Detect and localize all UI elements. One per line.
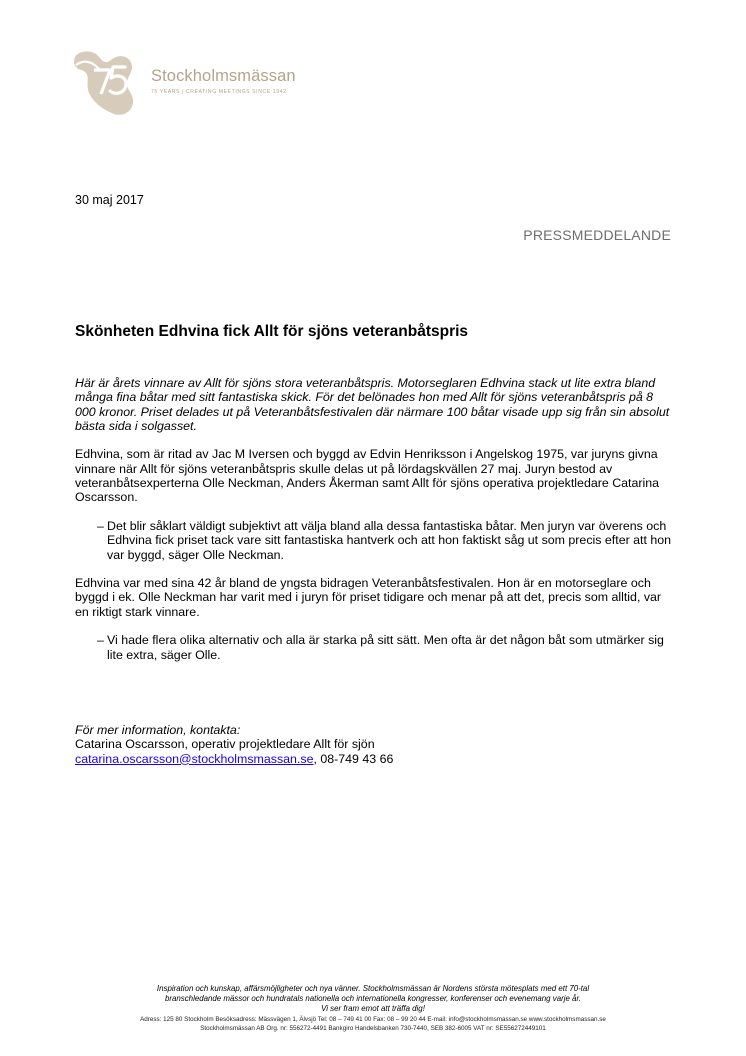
- press-release-title: Skönheten Edhvina fick Allt för sjöns veteranbåtspris: [75, 323, 469, 340]
- footer-text: branschledande mässor och hundratals nationella och internationella kongresser, konferenser och evenemang varje år.: [165, 994, 581, 1004]
- quote-paragraph: [75, 519, 675, 562]
- release-date: 30 maj 2017: [75, 193, 144, 207]
- contact-person: Catarina Oscarsson, operativ projektledare Allt för sjön: [75, 737, 375, 752]
- quote-text: Vi hade flera olika alternativ och alla är starka på sitt sätt. Men ofta är det någon båt som utmärker sig lite extra, säger Olle.: [107, 633, 664, 662]
- quote-paragraph: [75, 633, 675, 662]
- contact-label: För mer information, kontakta:: [75, 723, 241, 737]
- footer-text: Vi ser fram emot att träffa dig!: [321, 1004, 425, 1014]
- contact-details: [75, 752, 675, 766]
- page-footer: [0, 984, 746, 1033]
- quote-dash: –: [97, 633, 104, 648]
- quote-dash: –: [97, 518, 104, 533]
- contact-block: [75, 723, 675, 766]
- logo-tagline: 75 YEARS | CREATING MEETINGS SINCE 1942: [151, 89, 287, 95]
- body-paragraph: Edhvina, som är ritad av Jac M Iversen och byggd av Edvin Henriksson i Angelskog 1975, var juryns givna vinnare när Allt för sjöns veteranbåtspris skulle delas ut på lördagskvällen 27 maj. Juryn bestod av veteranbåtsexperterna Olle Neckman, Anders Åkerman samt Allt för sjöns operativa projektledare Catarina Oscarsson.: [75, 447, 660, 505]
- logo-emblem-icon: [70, 48, 148, 116]
- footer-address: Adress: 125 80 Stockholm Besöksadress: Mässvägen 1, Älvsjö Tel: 08 – 749 41 00 Fax: 08 – 99 20 44 E-mail: info@stockholmsmassan.se www.stockholmsmassan.se: [140, 1015, 606, 1023]
- contact-phone: , 08-749 43 66: [313, 751, 394, 766]
- logo-wordmark: Stockholmsmässan: [151, 67, 296, 85]
- company-logo: [70, 48, 360, 118]
- ingress-paragraph: Här är årets vinnare av Allt för sjöns stora veteranbåtspris. Motorseglaren Edhvina stack ut lite extra bland många fina båtar med sitt fantastiska skick. För det belönades hon med Allt för sjöns veteranbåtspris på 8 000 kronor. Priset delades ut på Veteranbåtsfestivalen där närmare 100 båtar visade upp sig från sin absolut bästa sida i solgasset.: [75, 376, 670, 433]
- press-release-body: [75, 376, 675, 676]
- quote-text: Det blir såklart väldigt subjektivt att välja bland alla dessa fantastiska båtar. Men juryn var överens och Edhvina fick priset tack vare sitt fantastiska hantverk och att hon faktiskt såg ut som precis efter att hon var byggd, säger Olle Neckman.: [107, 518, 672, 562]
- document-type: PRESSMEDDELANDE: [523, 227, 671, 243]
- footer-text: Inspiration och kunskap, affärsmöjligheter och nya vänner. Stockholmsmässan är Nordens största mötesplats med ett 70-tal: [156, 984, 590, 993]
- contact-email-link[interactable]: catarina.oscarsson@stockholmsmassan.se: [75, 751, 314, 766]
- footer-company-info: Stockholmsmässan AB Org. nr: 556272-4491 Bankgiro Handelsbanken 730-7440, SEB 382-6005 VAT nr: SE556272449101: [200, 1024, 546, 1032]
- body-paragraph: Edhvina var med sina 42 år bland de yngsta bidragen Veteranbåtsfestivalen. Hon är en motorseglare och byggd i ek. Olle Neckman har varit med i juryn för priset tidigare och menar på att det, precis som alltid, var en riktigt stark vinnare.: [75, 576, 662, 619]
